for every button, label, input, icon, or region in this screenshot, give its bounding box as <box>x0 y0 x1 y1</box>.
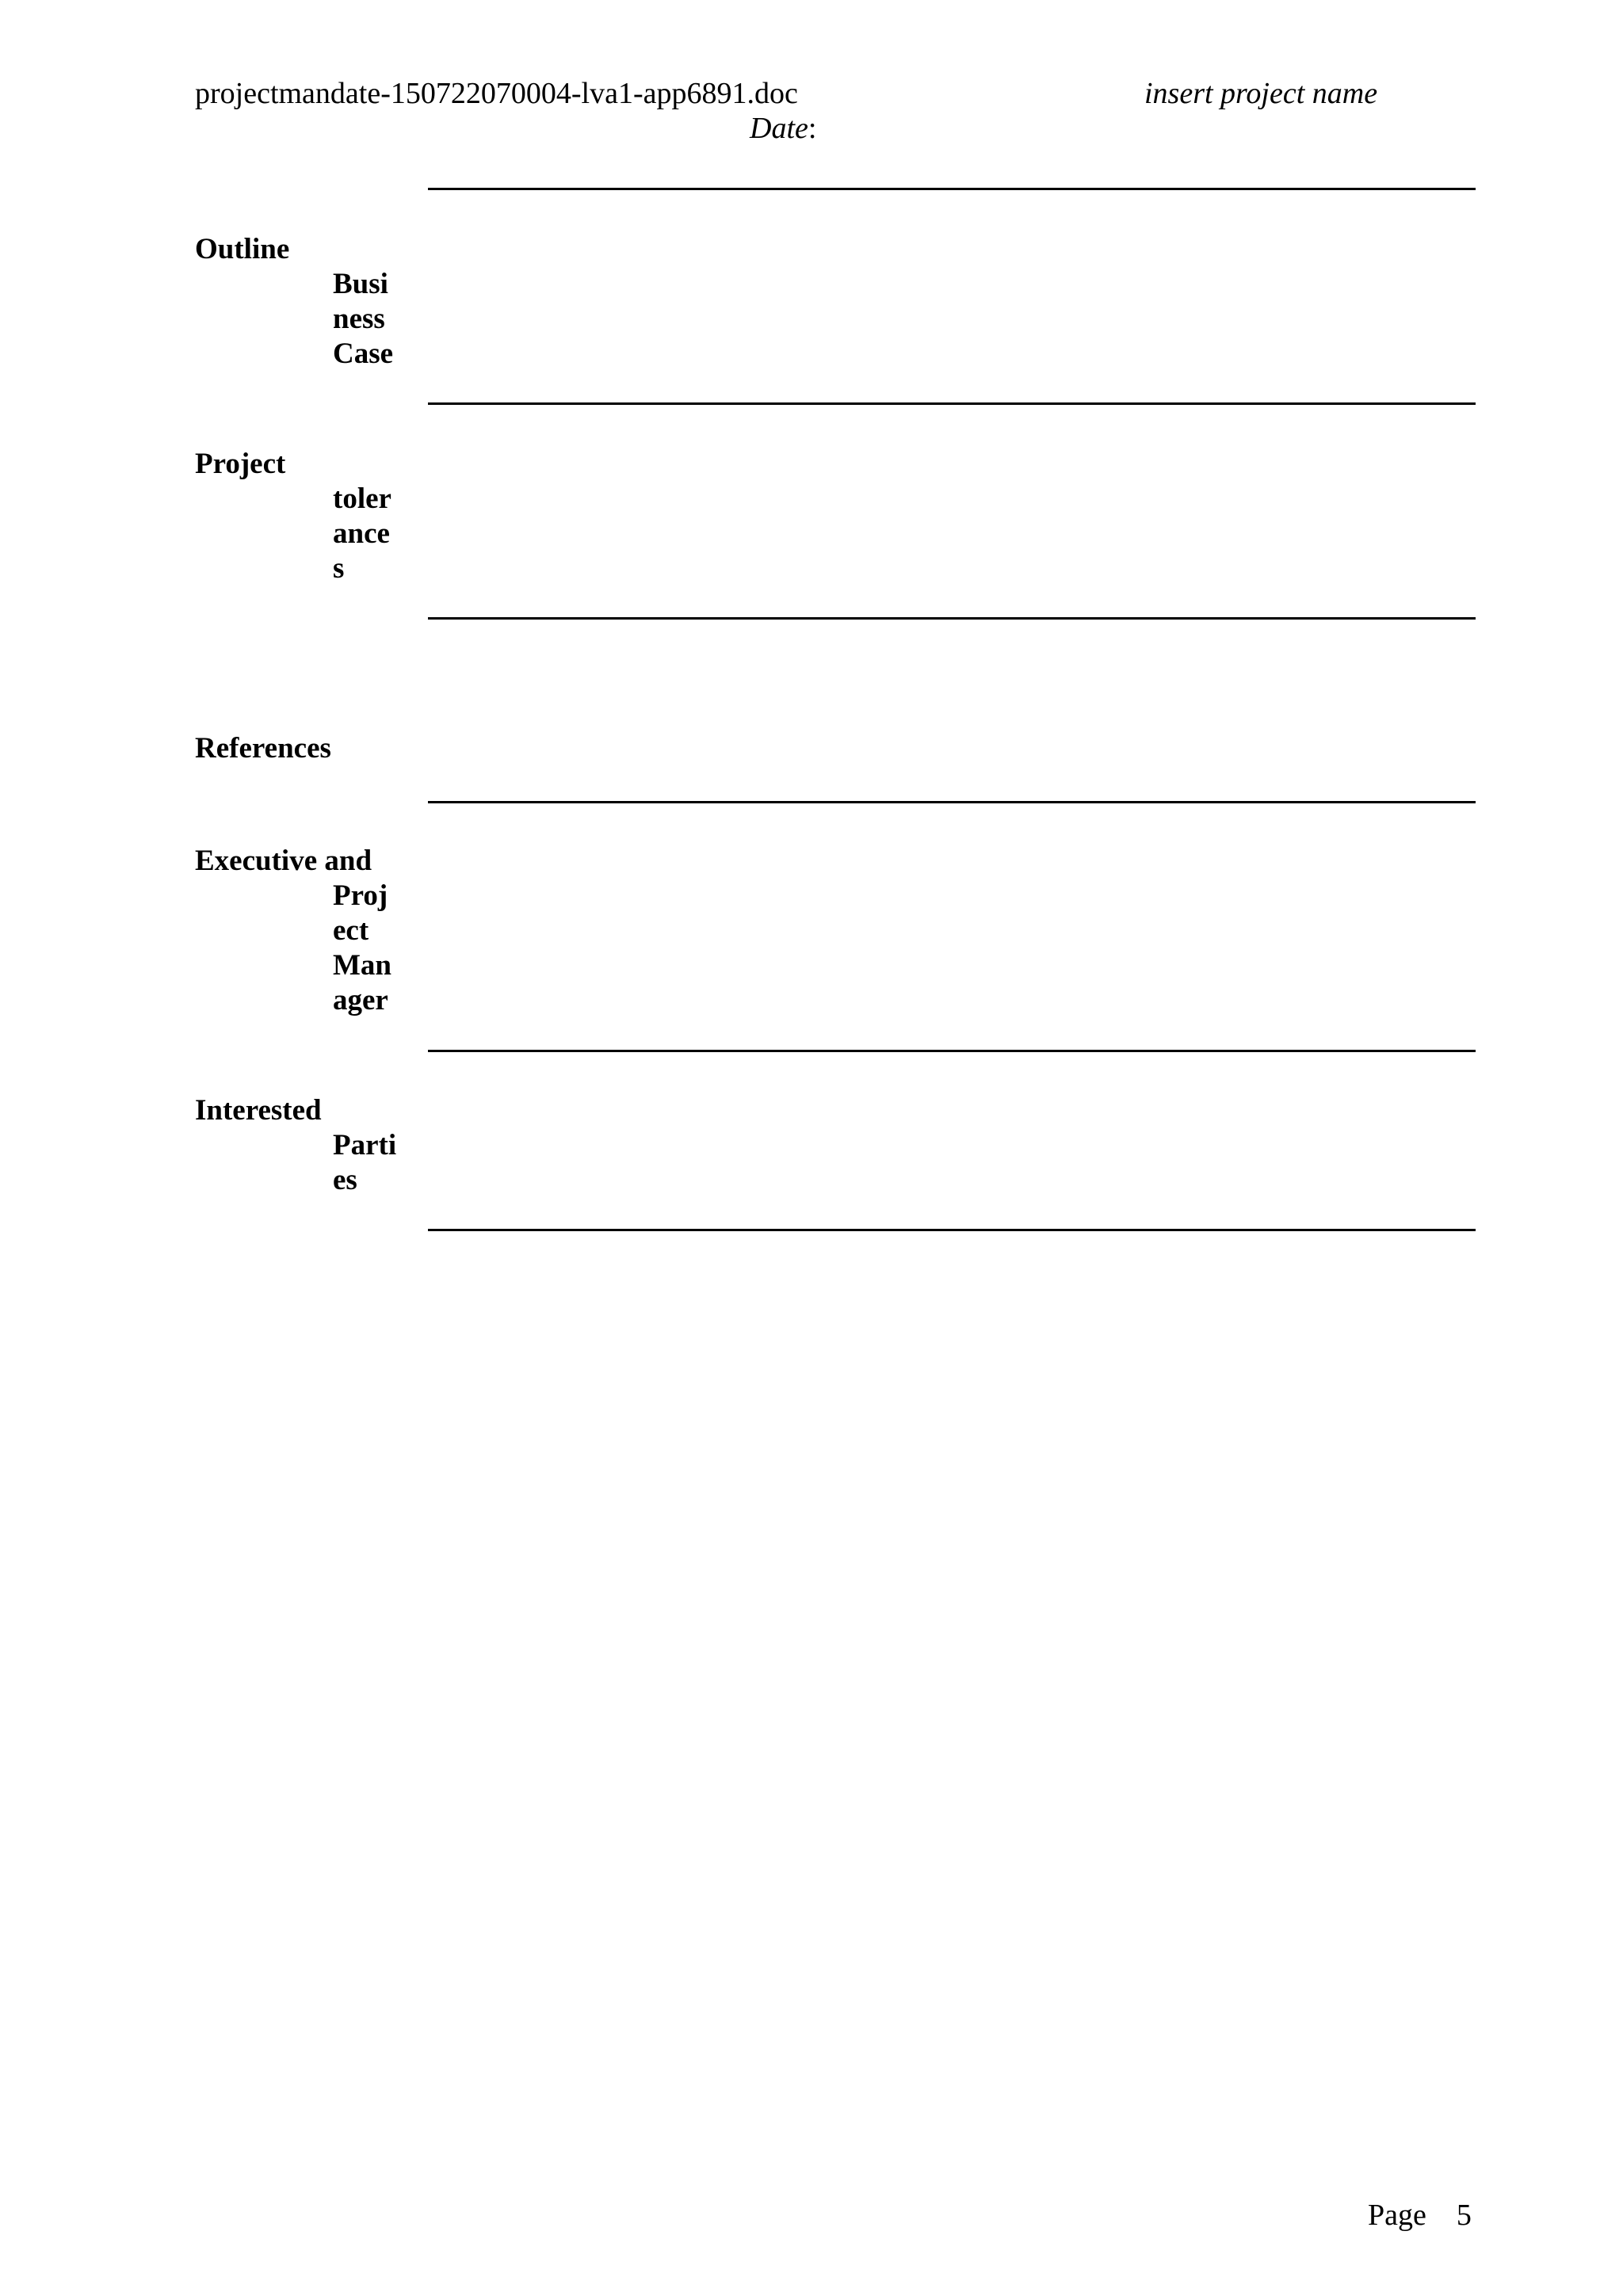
page-label: Page <box>1368 2199 1426 2232</box>
continuation-line: Busi <box>333 268 388 300</box>
continuation-line: Parti <box>333 1129 397 1161</box>
continuation-line: ager <box>333 984 388 1016</box>
continuation-line: Man <box>333 949 391 982</box>
section-outline-label: Outline <box>195 233 290 265</box>
section-executive-label: Executive and <box>195 845 372 877</box>
page-number: 5 <box>1456 2199 1472 2232</box>
header-project-name: insert project name <box>1144 77 1378 110</box>
date-label: Date <box>750 112 808 145</box>
continuation-line: Proj <box>333 879 388 912</box>
section-interested-continuation <box>333 1128 404 1198</box>
page-footer <box>1368 2198 1472 2233</box>
continuation-line: Case <box>333 338 394 370</box>
section-executive-continuation <box>333 879 404 1018</box>
section-outline-continuation <box>333 267 404 372</box>
section-references-label: References <box>195 732 331 765</box>
top-divider <box>428 188 1476 190</box>
section-divider <box>428 617 1476 620</box>
section-project-label: Project <box>195 448 286 480</box>
continuation-line: es <box>333 1164 357 1196</box>
continuation-line: ance <box>333 517 390 550</box>
section-divider <box>428 402 1476 405</box>
continuation-line: ness <box>333 303 385 335</box>
section-interested-label: Interested <box>195 1094 322 1127</box>
date-colon: : <box>808 112 817 145</box>
continuation-line: ect <box>333 914 369 947</box>
header-date <box>750 111 816 146</box>
continuation-line: s <box>333 552 345 585</box>
header-filename: projectmandate-150722070004-lva1-app6891.doc <box>195 77 798 110</box>
section-divider <box>428 801 1476 803</box>
bottom-divider <box>428 1229 1476 1231</box>
section-divider <box>428 1050 1476 1052</box>
section-project-continuation <box>333 482 404 586</box>
continuation-line: toler <box>333 482 391 515</box>
